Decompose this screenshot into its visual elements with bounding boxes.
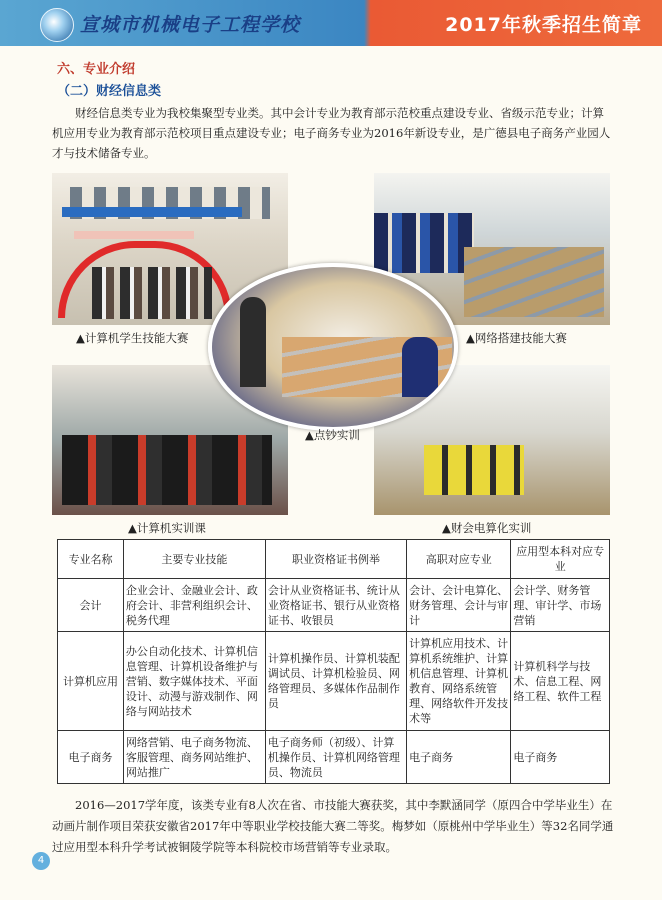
major-skills: 办公自动化技术、计算机信息管理、计算机设备维护与营销、数字媒体技术、平面设计、动漫与游戏制作、网络与网站技术 — [123, 632, 265, 731]
intro-paragraph: 财经信息类专业为我校集聚型专业类。其中会计专业为教育部示范校重点建设专业、省级示范专业；计算机应用专业为教育部示范校项目重点建设专业；电子商务专业为2016年新设专业，是广德县电子商务产业园人才与技术储备专业。 — [52, 106, 611, 160]
table-header-cell: 高职对应专业 — [407, 540, 511, 579]
caption-accounting-training: ▲财会电算化实训 — [442, 521, 532, 535]
brochure-title: 2017年秋季招生简章 — [445, 14, 642, 36]
caption-sand-table: ▲点钞实训 — [305, 428, 360, 442]
caption-computer-contest: ▲计算机学生技能大赛 — [76, 331, 189, 345]
caption-network-contest: ▲网络搭建技能大赛 — [466, 331, 567, 345]
majors-table — [57, 539, 610, 784]
major-name: 会计 — [58, 579, 124, 632]
closing-paragraph: 2016—2017学年度，该类专业有8人次在省、市技能大赛获奖，其中李默涵同学（原四合中学毕业生）在动画片制作项目荣获安徽省2017年中等职业学校技能大赛二等奖。梅梦如（原桃州中学毕业生）等32名同学通过应用型本科升学考试被铜陵学院等本科院校市场营销等专业录取。 — [52, 798, 614, 854]
table-header-cell: 主要专业技能 — [123, 540, 265, 579]
section-title: 六、专业介绍 — [57, 62, 136, 77]
table-row — [58, 632, 610, 731]
major-name: 计算机应用 — [58, 632, 124, 731]
major-bachelor: 电子商务 — [511, 731, 610, 784]
section-subtitle: （二）财经信息类 — [57, 84, 162, 99]
photo-sand-table-training — [208, 263, 458, 431]
major-certs: 计算机操作员、计算机装配调试员、计算机检验员、网络管理员、多媒体作品制作员 — [265, 632, 406, 731]
table-header-cell: 职业资格证书例举 — [265, 540, 406, 579]
table-row — [58, 579, 610, 632]
school-logo-icon — [40, 8, 74, 42]
computer-monitors — [62, 435, 272, 505]
group-of-people — [92, 267, 212, 319]
major-skills: 企业会计、金融业会计、政府会计、非营利组织会计、税务代理 — [123, 579, 265, 632]
students-yellow-shirts — [424, 445, 524, 495]
major-vocational: 会计、会计电算化、财务管理、会计与审计 — [407, 579, 511, 632]
major-vocational: 计算机应用技术、计算机系统维护、计算机信息管理、计算机教育、网络系统管理、网络软件开发技术等 — [407, 632, 511, 731]
major-certs: 会计从业资格证书、统计从业资格证书、银行从业资格证书、收银员 — [265, 579, 406, 632]
table-header-cell: 专业名称 — [58, 540, 124, 579]
wooden-desks — [464, 247, 604, 317]
major-bachelor: 计算机科学与技术、信息工程、网络工程、软件工程 — [511, 632, 610, 731]
caption-computer-training: ▲计算机实训课 — [128, 521, 206, 535]
teacher-figure — [240, 297, 266, 387]
major-name: 电子商务 — [58, 731, 124, 784]
major-bachelor: 会计学、财务管理、审计学、市场营销 — [511, 579, 610, 632]
students-at-computers — [374, 213, 474, 273]
major-vocational: 电子商务 — [407, 731, 511, 784]
table-row — [58, 731, 610, 784]
page-number: 4 — [32, 852, 50, 870]
student-figure — [402, 337, 438, 397]
major-skills: 网络营销、电子商务物流、客服管理、商务网站维护、网站推广 — [123, 731, 265, 784]
major-certs: 电子商务师（初级）、计算机操作员、计算机网络管理员、物流员 — [265, 731, 406, 784]
banner-ribbon — [62, 207, 242, 217]
arch-banner — [74, 231, 194, 239]
header-bar — [0, 0, 662, 46]
table-header-row — [58, 540, 610, 579]
table-header-cell: 应用型本科对应专业 — [511, 540, 610, 579]
school-name: 宣城市机械电子工程学校 — [80, 14, 301, 36]
